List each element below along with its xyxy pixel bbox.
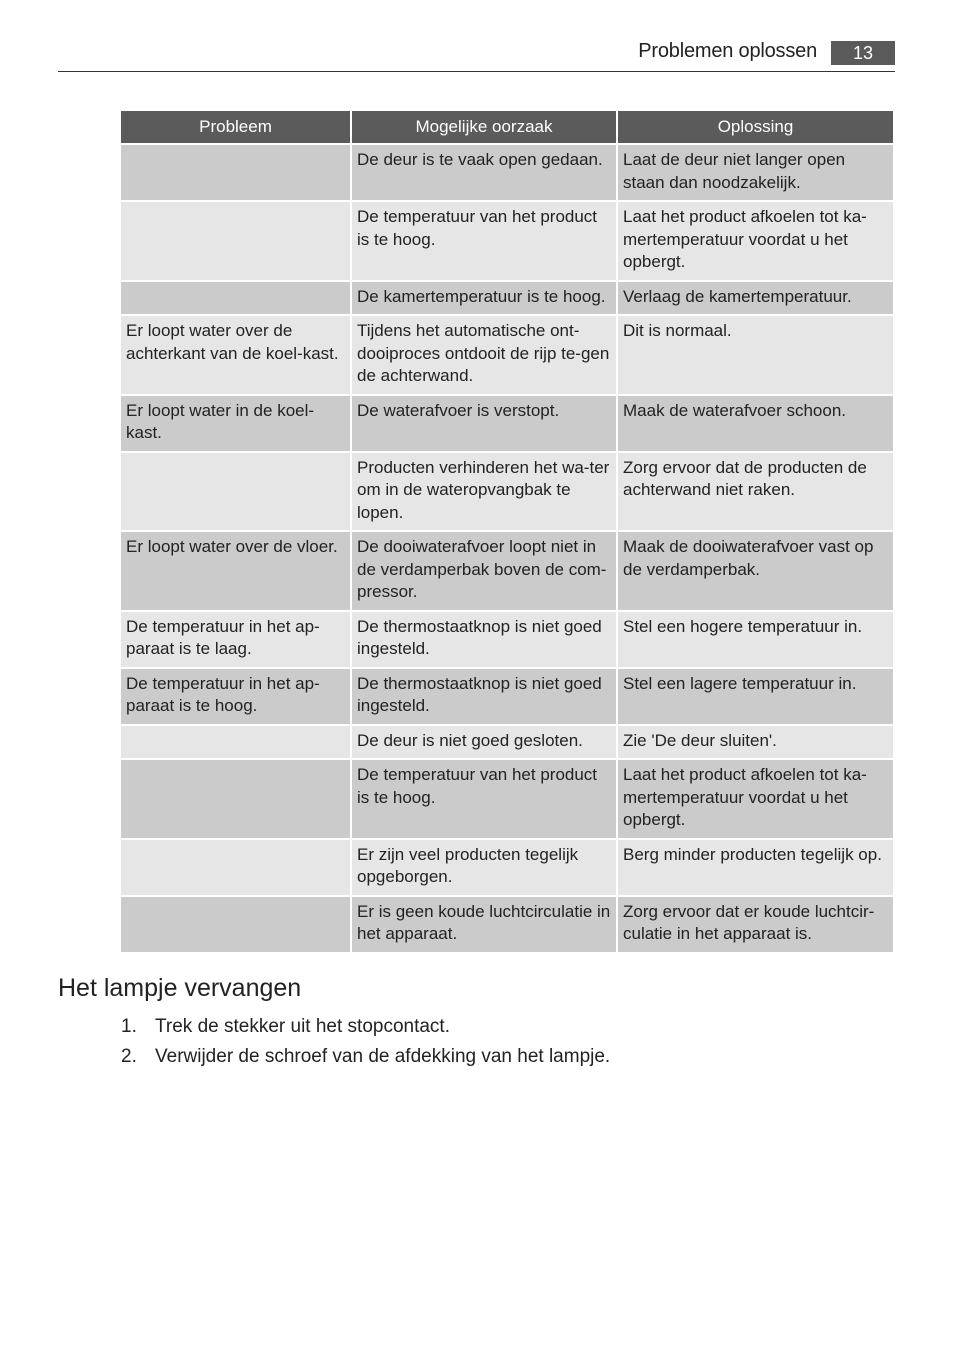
cell-cause: De kamertemperatuur is te hoog.: [352, 282, 616, 315]
page-number: 13: [831, 41, 895, 65]
step-text: Verwijder de schroef van de afdekking van het lampje.: [155, 1046, 611, 1067]
cell-solution: Maak de dooiwaterafvoer vast op de verdamperbak.: [618, 532, 893, 610]
list-item: [121, 1013, 610, 1043]
cell-solution: Stel een hogere temperatuur in.: [618, 612, 893, 667]
cell-cause: De deur is niet goed gesloten.: [352, 726, 616, 759]
table-row: [121, 396, 893, 451]
cell-solution: Zie 'De deur sluiten'.: [618, 726, 893, 759]
table-row: [121, 145, 893, 200]
cell-problem: [121, 202, 350, 280]
step-number: 2.: [121, 1046, 137, 1067]
table-header-row: [121, 111, 893, 143]
cell-cause: De waterafvoer is verstopt.: [352, 396, 616, 451]
header-title: Problemen oplossen: [638, 40, 817, 62]
cell-solution: Verlaag de kamertemperatuur.: [618, 282, 893, 315]
table-row: [121, 612, 893, 667]
cell-problem: [121, 282, 350, 315]
table-row: [121, 282, 893, 315]
table-row: [121, 202, 893, 280]
list-item: [121, 1043, 610, 1073]
cell-problem: [121, 453, 350, 531]
table-row: [121, 840, 893, 895]
cell-problem: De temperatuur in het ap-paraat is te laag.: [121, 612, 350, 667]
table-row: [121, 316, 893, 394]
cell-cause: Tijdens het automatische ont-dooiproces ontdooit de rijp te-gen de achterwand.: [352, 316, 616, 394]
cell-solution: Dit is normaal.: [618, 316, 893, 394]
cell-cause: Er is geen koude luchtcirculatie in het apparaat.: [352, 897, 616, 952]
cell-solution: Zorg ervoor dat er koude luchtcir-culatie in het apparaat is.: [618, 897, 893, 952]
cell-cause: De deur is te vaak open gedaan.: [352, 145, 616, 200]
table-row: [121, 669, 893, 724]
column-header-solution: Oplossing: [618, 111, 893, 143]
table-row: [121, 897, 893, 952]
cell-cause: De thermostaatknop is niet goed ingesteld.: [352, 612, 616, 667]
table-row: [121, 453, 893, 531]
section-title: Het lampje vervangen: [58, 974, 302, 1002]
column-header-cause: Mogelijke oorzaak: [352, 111, 616, 143]
cell-problem: [121, 145, 350, 200]
step-text: Trek de stekker uit het stopcontact.: [155, 1016, 450, 1037]
column-header-problem: Probleem: [121, 111, 350, 143]
table-row: [121, 726, 893, 759]
cell-problem: Er loopt water over de achterkant van de koel-kast.: [121, 316, 350, 394]
cell-solution: Laat het product afkoelen tot ka-mertemperatuur voordat u het opbergt.: [618, 760, 893, 838]
cell-solution: Laat het product afkoelen tot ka-mertemperatuur voordat u het opbergt.: [618, 202, 893, 280]
cell-cause: De dooiwaterafvoer loopt niet in de verdamperbak boven de com-pressor.: [352, 532, 616, 610]
cell-solution: Maak de waterafvoer schoon.: [618, 396, 893, 451]
step-number: 1.: [121, 1016, 137, 1037]
cell-problem: Er loopt water over de vloer.: [121, 532, 350, 610]
cell-cause: De temperatuur van het product is te hoog.: [352, 760, 616, 838]
cell-problem: Er loopt water in de koel-kast.: [121, 396, 350, 451]
cell-problem: De temperatuur in het ap-paraat is te hoog.: [121, 669, 350, 724]
cell-cause: De temperatuur van het product is te hoog.: [352, 202, 616, 280]
cell-solution: Stel een lagere temperatuur in.: [618, 669, 893, 724]
cell-problem: [121, 840, 350, 895]
cell-cause: Er zijn veel producten tegelijk opgeborgen.: [352, 840, 616, 895]
cell-solution: Berg minder producten tegelijk op.: [618, 840, 893, 895]
steps-list: [121, 1013, 610, 1073]
table-body: [121, 145, 893, 952]
cell-problem: [121, 897, 350, 952]
page-header: [58, 38, 895, 72]
table-row: [121, 760, 893, 838]
cell-cause: Producten verhinderen het wa-ter om in de wateropvangbak te lopen.: [352, 453, 616, 531]
cell-solution: Zorg ervoor dat de producten de achterwand niet raken.: [618, 453, 893, 531]
cell-solution: Laat de deur niet langer open staan dan noodzakelijk.: [618, 145, 893, 200]
cell-problem: [121, 760, 350, 838]
cell-cause: De thermostaatknop is niet goed ingesteld.: [352, 669, 616, 724]
table-row: [121, 532, 893, 610]
troubleshooting-table: [119, 109, 895, 954]
cell-problem: [121, 726, 350, 759]
